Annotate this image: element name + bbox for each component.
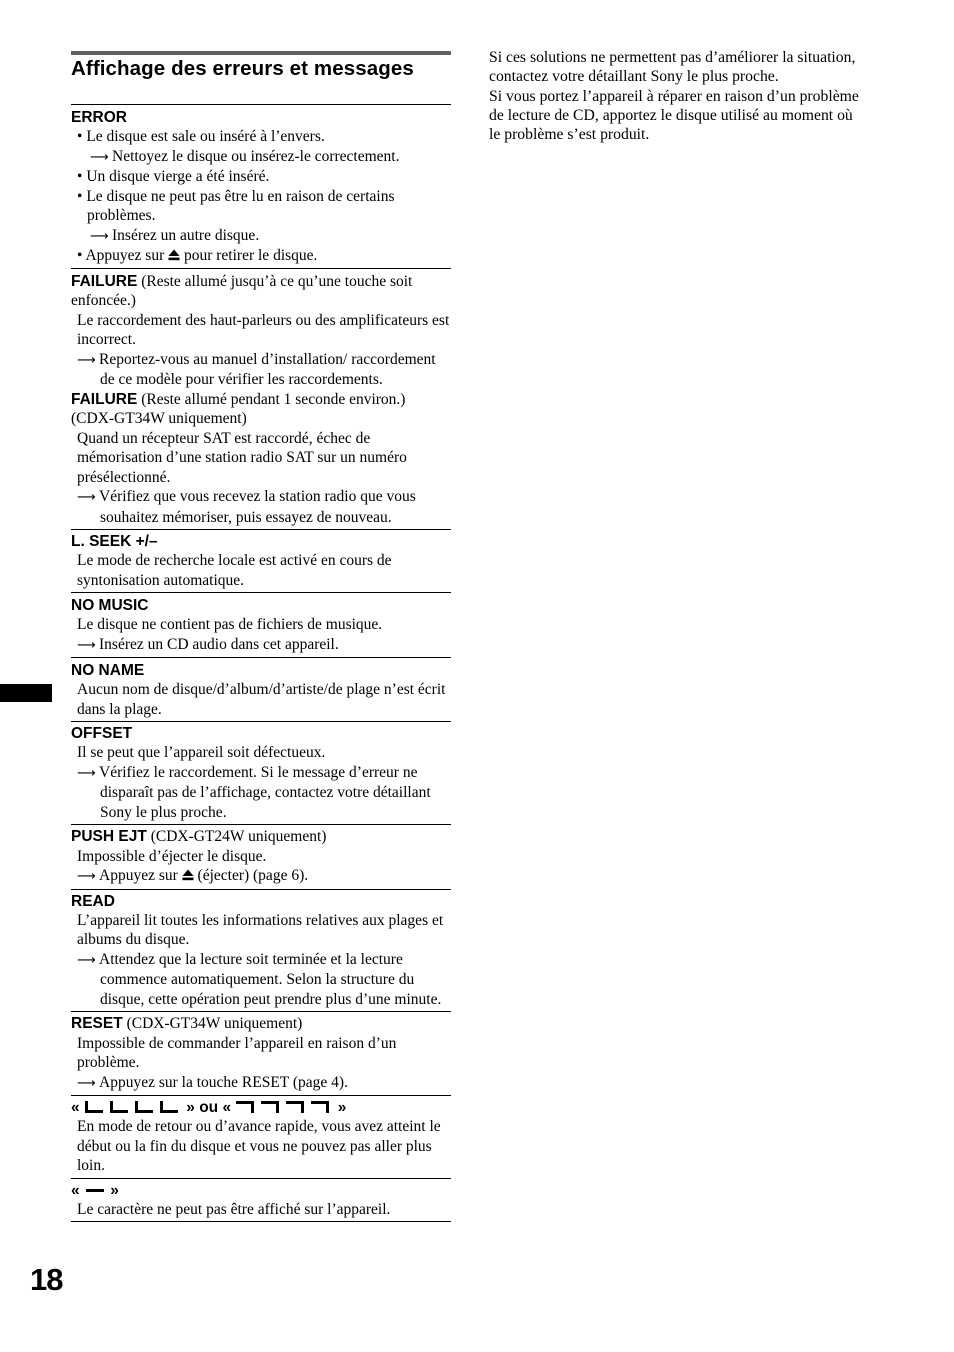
message-code-line: FAILURE (Reste allumé pendant 1 seconde environ.) (CDX-GT34W uniquement)	[71, 390, 406, 427]
message-code-line: « »	[71, 1181, 119, 1199]
entry-no-name	[71, 658, 451, 722]
entry-error	[71, 105, 451, 269]
entry-no-music	[71, 593, 451, 658]
remedy-line: ⟶ Nettoyez le disque ou insérez-le correctement.	[71, 147, 451, 168]
remedy-line: ⟶ Appuyez sur (éjecter) (page 6).	[71, 866, 451, 887]
arrow-right-icon: ⟶	[90, 149, 109, 165]
title-top-bar	[71, 51, 451, 55]
message-code: PUSH EJT	[71, 828, 147, 845]
arrow-right-icon: ⟶	[77, 1075, 96, 1091]
paragraph: Si ces solutions ne permettent pas d’améliorer la situation, contactez votre détaillant Sony le plus proche.	[489, 49, 856, 86]
entry-dash-display	[71, 1179, 451, 1223]
arrow-right-icon: ⟶	[77, 490, 96, 505]
message-code: OFFSET	[71, 725, 133, 742]
remedy-line: ⟶ Insérez un CD audio dans cet appareil.	[71, 635, 451, 656]
entry-read	[71, 890, 451, 1013]
message-code: READ	[71, 892, 115, 910]
arrow-right-icon: ⟶	[77, 952, 96, 968]
message-code: ERROR	[71, 109, 127, 126]
entry-push-ejt	[71, 825, 451, 890]
arrow-right-icon: ⟶	[90, 228, 109, 244]
bottom-segment-glyphs-icon	[84, 1100, 182, 1114]
arrow-right-icon: ⟶	[77, 869, 96, 884]
message-code-line: FAILURE (Reste allumé jusqu’à ce qu’une touche soit enfoncée.)	[71, 272, 413, 309]
message-code: RESET	[71, 1015, 123, 1032]
eject-icon	[182, 869, 194, 881]
entry-lseek	[71, 530, 451, 593]
message-code: NO MUSIC	[71, 597, 149, 614]
remedy-line: ⟶ Appuyez sur la touche RESET (page 4).	[71, 1073, 451, 1094]
remedy-line: ⟶ Attendez que la lecture soit terminée et la lecture commence automatiquement. Selon la structure du disque, cette opération peut prendre plus d’une minute.	[77, 950, 442, 1008]
message-description: Quand un récepteur SAT est raccordé, échec de mémorisation d’une station radio SAT sur un numéro présélectionné.	[77, 429, 407, 486]
section-side-tab	[0, 684, 52, 702]
right-column	[489, 48, 859, 144]
message-code: L. SEEK +/–	[71, 533, 158, 550]
message-code: FAILURE	[71, 272, 138, 290]
list-item: • Le disque ne peut pas être lu en raison de certains problèmes.	[77, 187, 395, 224]
message-code-line: RESET (CDX-GT34W uniquement)	[71, 1015, 303, 1032]
page-title: Affichage des erreurs et messages	[71, 57, 414, 80]
message-description: En mode de retour ou d’avance rapide, vous avez atteint le début ou la fin du disque et vous ne pouvez pas aller plus loin.	[77, 1118, 441, 1174]
top-segment-glyphs-icon	[235, 1100, 333, 1114]
arrow-right-icon: ⟶	[77, 637, 96, 653]
dash-segment-icon	[84, 1183, 106, 1197]
remedy-line: ⟶ Vérifiez que vous recevez la station radio que vous souhaitez mémoriser, puis essayez de nouveau.	[77, 488, 416, 526]
messages-list	[71, 105, 451, 1222]
message-description: L’appareil lit toutes les informations relatives aux plages et albums du disque.	[77, 911, 444, 948]
remedy-line: ⟶ Vérifiez le raccordement. Si le message d’erreur ne disparaît pas de l’affichage, contactez votre détaillant Sony le plus proche.	[77, 763, 431, 821]
message-description: Le raccordement des haut-parleurs ou des amplificateurs est incorrect.	[77, 311, 450, 348]
message-description: Le caractère ne peut pas être affiché sur l’appareil.	[77, 1200, 391, 1218]
entry-reset	[71, 1012, 451, 1096]
remedy-line: ⟶ Insérez un autre disque.	[71, 226, 451, 247]
entry-offset	[71, 722, 451, 825]
entry-failure	[71, 269, 451, 531]
message-code-line: PUSH EJT (CDX-GT24W uniquement)	[71, 828, 327, 845]
message-code: NO NAME	[71, 662, 145, 679]
eject-icon	[168, 249, 180, 261]
message-description: Impossible d’éjecter le disque.	[77, 847, 267, 865]
paragraph: Si vous portez l’appareil à réparer en raison d’un problème de lecture de CD, apportez le disque utilisé au moment où le problème s’est produit.	[489, 87, 859, 144]
list-item: • Appuyez sur pour retirer le disque.	[77, 247, 318, 264]
list-item: • Le disque est sale ou inséré à l’envers.	[77, 128, 325, 145]
message-description: Il se peut que l’appareil soit défectueux.	[77, 744, 326, 761]
message-description: Le disque ne contient pas de fichiers de musique.	[77, 616, 383, 633]
message-description: Impossible de commander l’appareil en raison d’un problème.	[77, 1034, 397, 1071]
page-number: 18	[30, 1262, 63, 1297]
entry-segment-display	[71, 1096, 451, 1179]
message-description: Aucun nom de disque/d’album/d’artiste/de plage n’est écrit dans la plage.	[77, 681, 446, 718]
remedy-line: ⟶ Reportez-vous au manuel d’installation/ raccordement de ce modèle pour vérifier les raccordements.	[77, 350, 436, 388]
arrow-right-icon: ⟶	[77, 352, 96, 368]
message-code: FAILURE	[71, 390, 138, 408]
message-code-line: « » ou « »	[71, 1099, 347, 1116]
arrow-right-icon: ⟶	[77, 765, 96, 781]
message-description: Le mode de recherche locale est activé en cours de syntonisation automatique.	[77, 552, 392, 589]
list-item: • Un disque vierge a été inséré.	[77, 168, 270, 185]
